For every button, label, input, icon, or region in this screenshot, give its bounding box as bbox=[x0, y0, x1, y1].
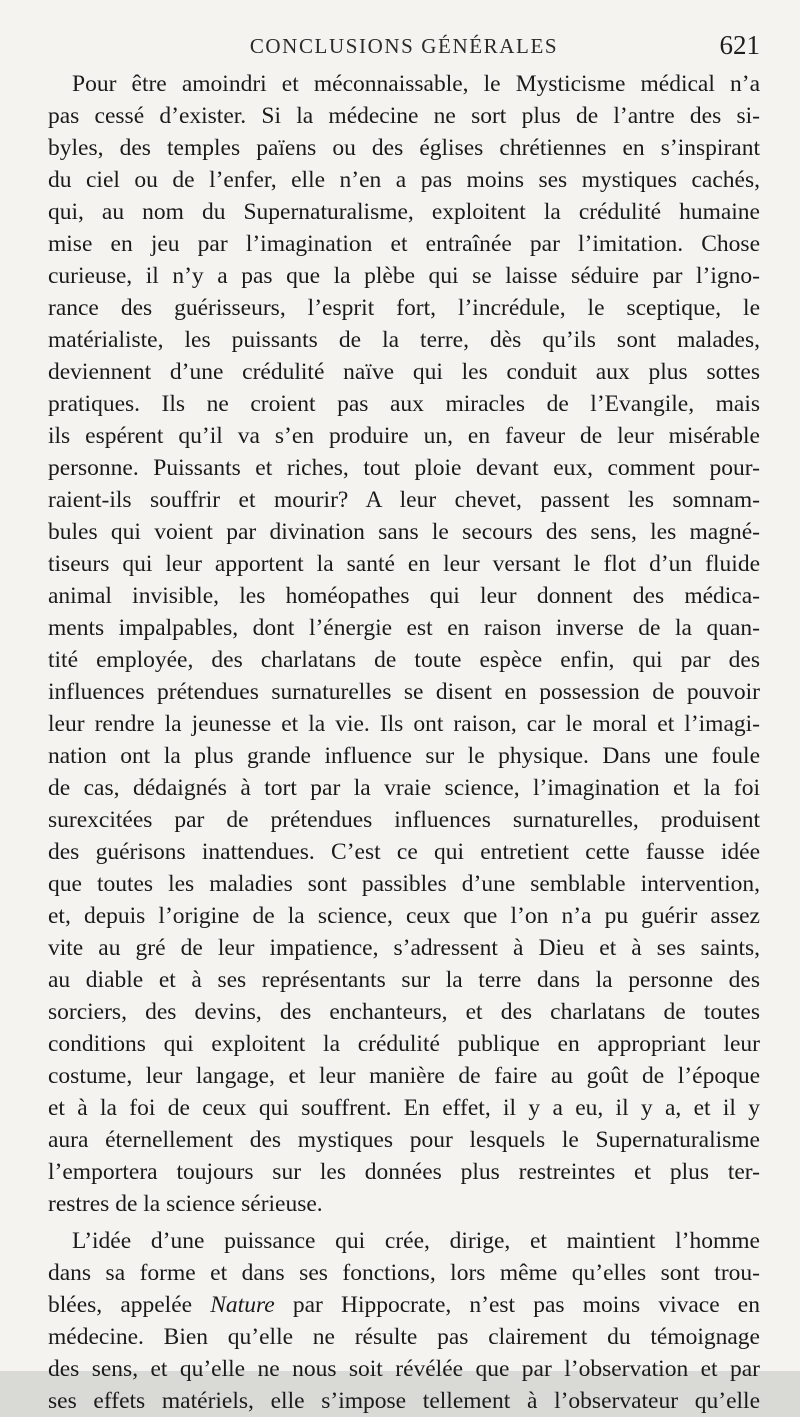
text-line: ments impalpables, dont l’énergie est en raison inverse de la quan- bbox=[48, 615, 760, 641]
text-line: bules qui voient par divination sans le secours des sens, les magné- bbox=[48, 519, 760, 545]
text-segment: par Hippocrate, n’est pas moins vivace en bbox=[274, 1292, 760, 1318]
text-line: des sens, et qu’elle ne nous soit révélée que par l’observation et par bbox=[48, 1356, 760, 1382]
text-line: leur rendre la jeunesse et la vie. Ils ont raison, car le moral et l’imagi- bbox=[48, 711, 760, 737]
paragraph-2 bbox=[48, 1225, 760, 1417]
text-line: que toutes les maladies sont passibles d’une semblable intervention, bbox=[48, 871, 760, 897]
text-line: du ciel ou de l’enfer, elle n’en a pas moins ses mystiques cachés, bbox=[48, 167, 760, 193]
text-line: de cas, dédaignés à tort par la vraie science, l’imagination et la foi bbox=[48, 775, 760, 801]
text-line: l’emportera toujours sur les données plus restreintes et plus ter- bbox=[48, 1159, 760, 1185]
text-line: pas cessé d’exister. Si la médecine ne sort plus de l’antre des si- bbox=[48, 103, 760, 129]
text-line: costume, leur langage, et leur manière de faire au goût de l’époque bbox=[48, 1063, 760, 1089]
text-line: et, depuis l’origine de la science, ceux que l’on n’a pu guérir assez bbox=[48, 903, 760, 929]
text-line: animal invisible, les homéopathes qui leur donnent des médica- bbox=[48, 583, 760, 609]
text-line: Pour être amoindri et méconnaissable, le Mysticisme médical n’a bbox=[72, 71, 760, 97]
text-line: byles, des temples païens ou des églises chrétiennes en s’inspirant bbox=[48, 135, 760, 161]
text-line: conditions qui exploitent la crédulité publique en appropriant leur bbox=[48, 1031, 760, 1057]
text-line-with-italic bbox=[48, 1289, 760, 1321]
text-line: au diable et à ses représentants sur la terre dans la personne des bbox=[48, 967, 760, 993]
text-line: qui, au nom du Supernaturalisme, exploitent la crédulité humaine bbox=[48, 199, 760, 225]
text-line: L’idée d’une puissance qui crée, dirige, et maintient l’homme bbox=[72, 1228, 760, 1254]
page-number: 621 bbox=[719, 30, 760, 60]
body-text bbox=[48, 68, 760, 1417]
page-header bbox=[48, 30, 760, 68]
text-line: mise en jeu par l’imagination et entraînée par l’imitation. Chose bbox=[48, 231, 760, 257]
text-line: curieuse, il n’y a pas que la plèbe qui se laisse séduire par l’igno- bbox=[48, 263, 760, 289]
text-line: pratiques. Ils ne croient pas aux miracles de l’Evangile, mais bbox=[48, 391, 760, 417]
text-line: tiseurs qui leur apportent la santé en leur versant le flot d’un fluide bbox=[48, 551, 760, 577]
text-line: ils espérent qu’il va s’en produire un, en faveur de leur misérable bbox=[48, 423, 760, 449]
running-head: CONCLUSIONS GÉNÉRALES bbox=[249, 34, 559, 58]
text-line: matérialiste, les puissants de la terre, dès qu’ils sont malades, bbox=[48, 327, 760, 353]
paragraph-1 bbox=[48, 68, 760, 1220]
text-line: vite au gré de leur impatience, s’adressent à Dieu et à ses saints, bbox=[48, 935, 760, 961]
text-line: raient-ils souffrir et mourir? A leur chevet, passent les somnam- bbox=[48, 487, 760, 513]
text-line: deviennent d’une crédulité naïve qui les conduit aux plus sottes bbox=[48, 359, 760, 385]
text-line: sorciers, des devins, des enchanteurs, et des charlatans de toutes bbox=[48, 999, 760, 1025]
text-line: personne. Puissants et riches, tout ploie devant eux, comment pour- bbox=[48, 455, 760, 481]
text-line: restres de la science sérieuse. bbox=[48, 1191, 323, 1217]
text-line: influences prétendues surnaturelles se disent en possession de pouvoir bbox=[48, 679, 760, 705]
text-line: tité employée, des charlatans de toute espèce enfin, qui par des bbox=[48, 647, 760, 673]
text-line: et à la foi de ceux qui souffrent. En effet, il y a eu, il y a, et il y bbox=[48, 1095, 760, 1121]
text-line: surexcitées par de prétendues influences surnaturelles, produisent bbox=[48, 807, 760, 833]
italic-word-nature: Nature bbox=[210, 1292, 275, 1318]
text-segment: blées, appelée bbox=[48, 1292, 211, 1318]
text-line: ses effets matériels, elle s’impose tellement à l’observateur qu’elle bbox=[48, 1388, 760, 1414]
text-line: médecine. Bien qu’elle ne résulte pas clairement du témoignage bbox=[48, 1324, 760, 1350]
text-line: nation ont la plus grande influence sur le physique. Dans une foule bbox=[48, 743, 760, 769]
text-line: des guérisons inattendues. C’est ce qui entretient cette fausse idée bbox=[48, 839, 760, 865]
text-line: dans sa forme et dans ses fonctions, lors même qu’elles sont trou- bbox=[48, 1260, 760, 1286]
text-line: aura éternellement des mystiques pour lesquels le Supernaturalisme bbox=[48, 1127, 760, 1153]
text-line: rance des guérisseurs, l’esprit fort, l’incrédule, le sceptique, le bbox=[48, 295, 760, 321]
